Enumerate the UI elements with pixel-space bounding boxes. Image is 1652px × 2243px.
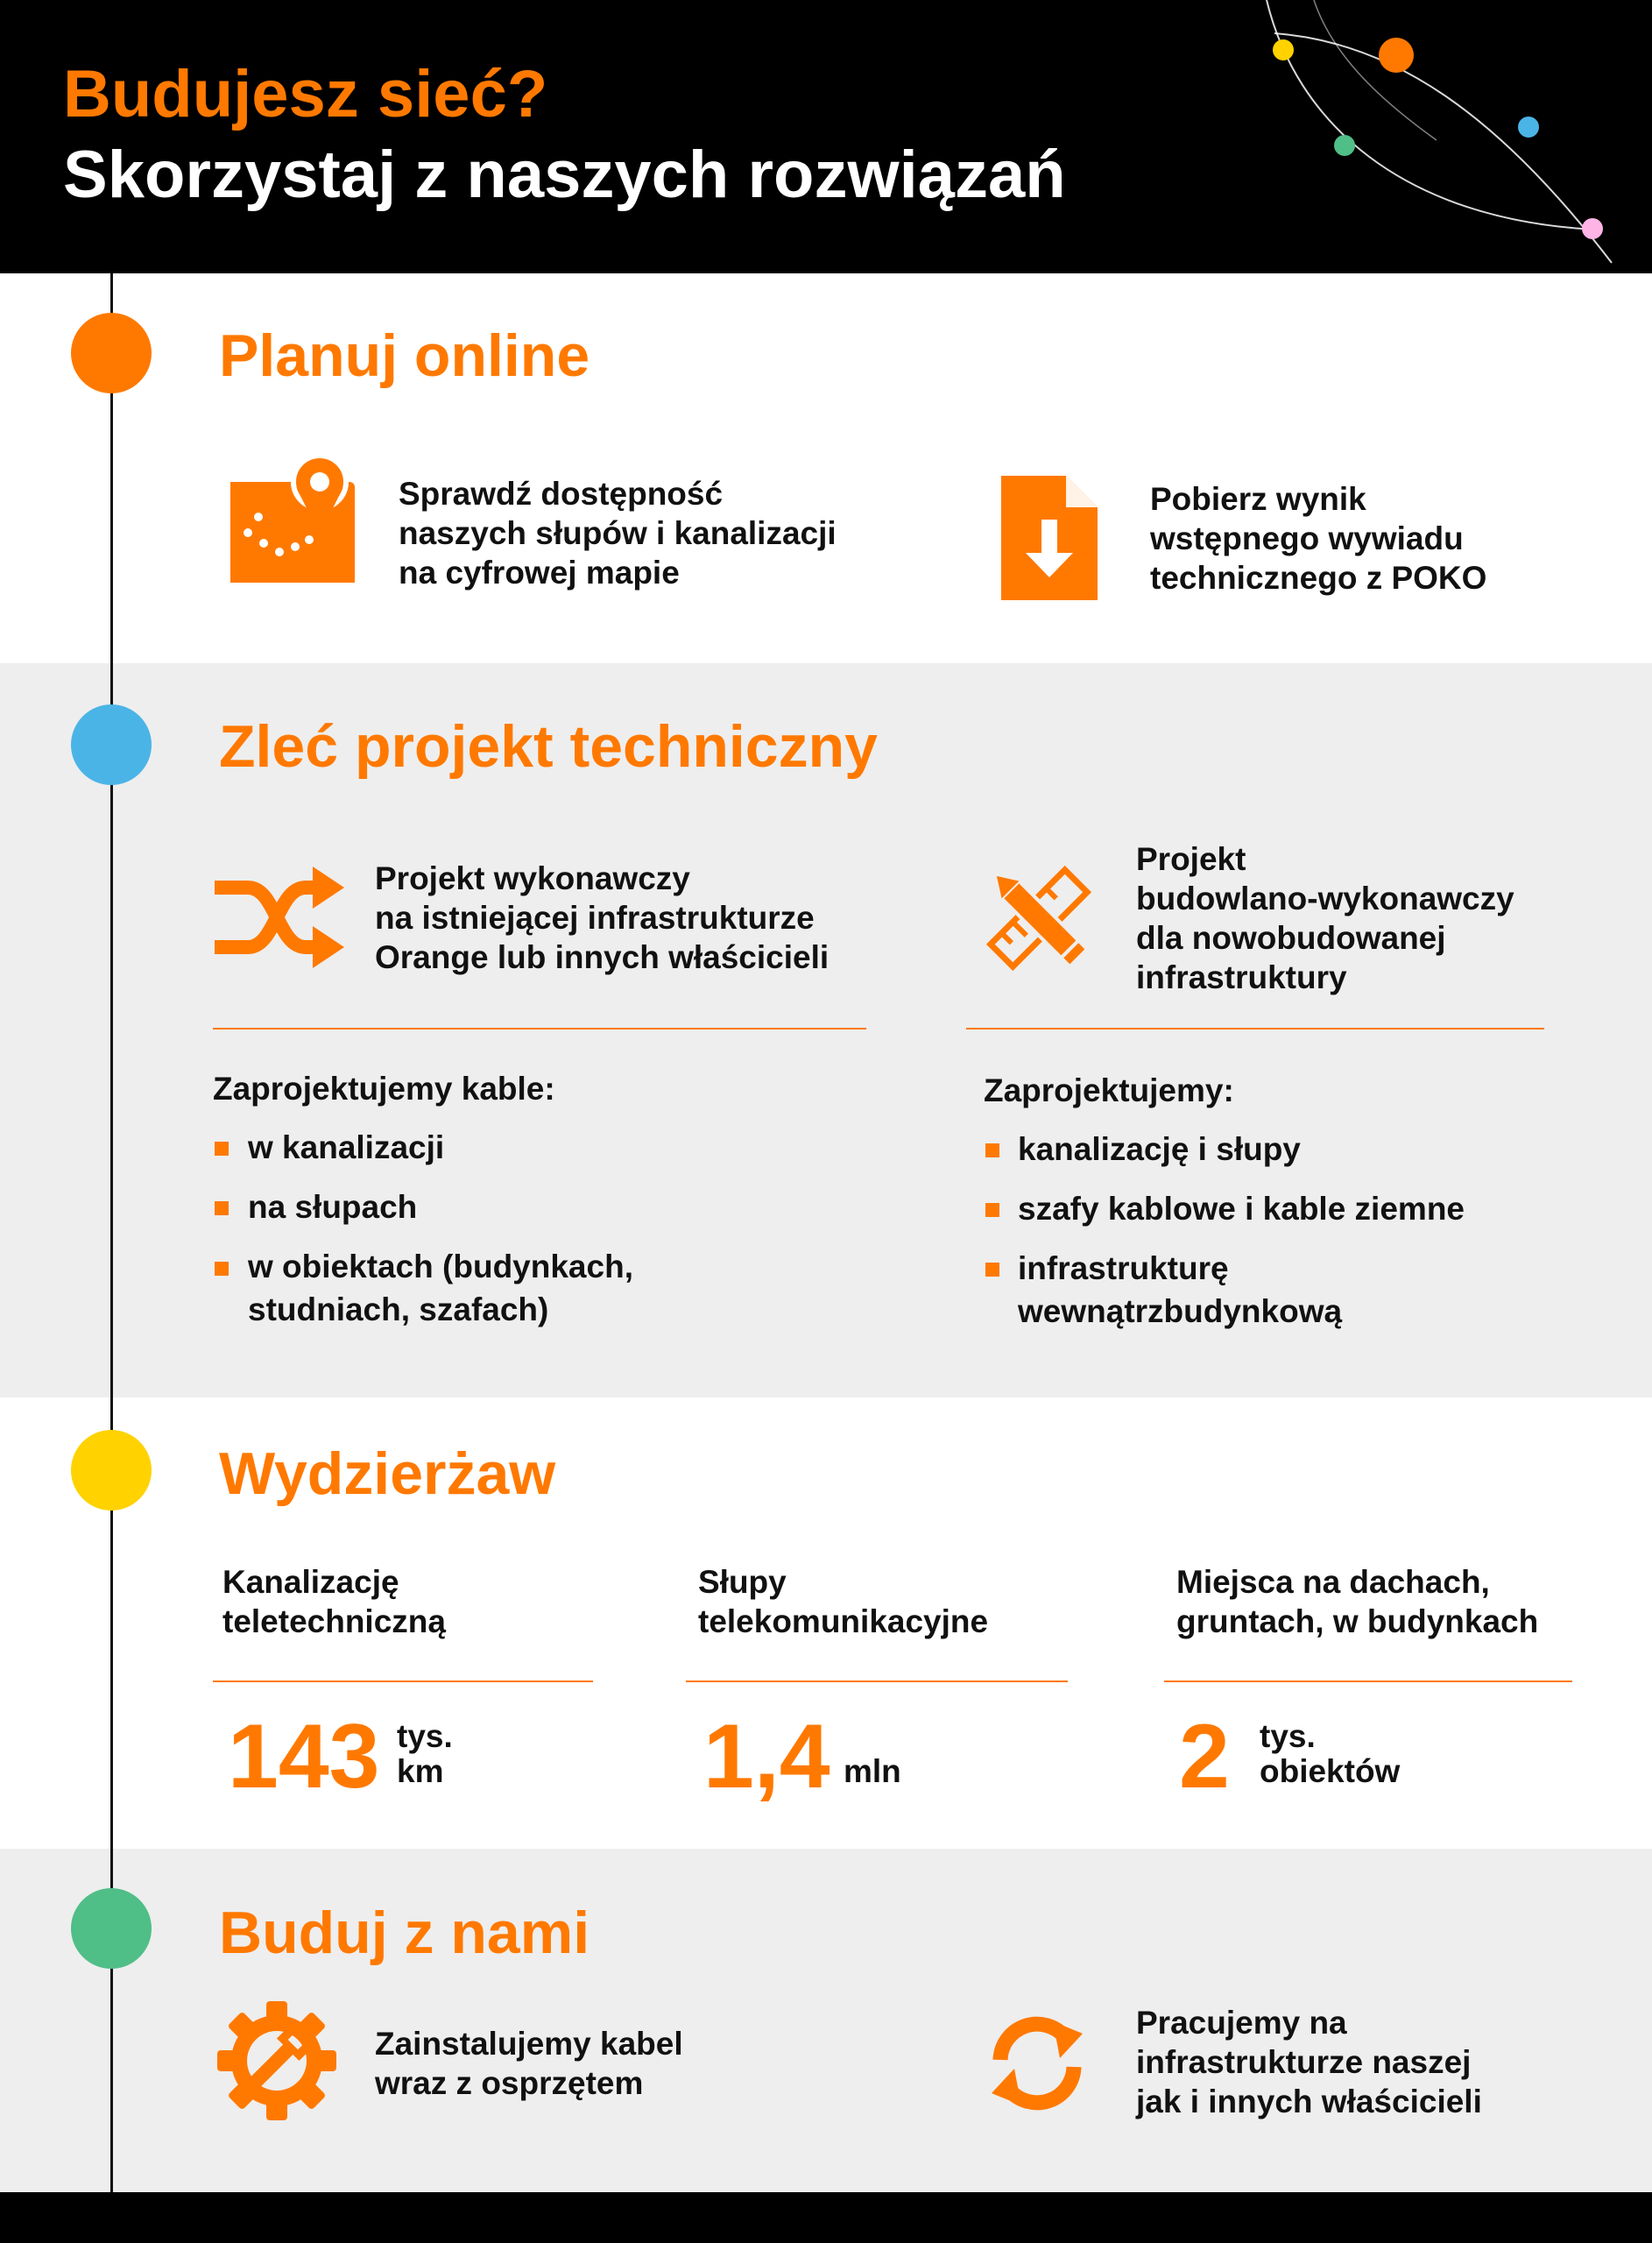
stat-label-poles [698,1562,1110,1641]
pencil-ruler-icon [979,859,1098,978]
stat-label-sites [1176,1562,1632,1641]
stat-label-line: gruntach, w budynkach [1176,1603,1539,1639]
deco-dot [1334,135,1355,156]
build-item-infra-line: Pracujemy na [1136,2005,1347,2041]
header-title-line1: Budujesz sieć? [63,57,548,131]
timeline-dot-plan [71,313,152,393]
stat-unit-line: km [397,1753,444,1789]
project-left-list-heading: Zaprojektujemy kable: [213,1071,555,1107]
divider-project-left [213,1028,866,1030]
plan-item-poko-line: wstępnego wywiadu [1150,520,1464,556]
list-item: w obiektach (budynkach, [248,1249,633,1284]
stat-label-line: teletechniczną [222,1603,446,1639]
project-right-line: budowlano-wykonawczy [1136,881,1514,916]
section-title-project: Zleć projekt techniczny [219,713,878,780]
map-pin-icon [223,456,357,585]
project-right-line: infrastruktury [1136,959,1347,995]
section-title-build: Buduj z nami [219,1900,590,1966]
list-item: na słupach [248,1189,418,1225]
project-left-line: na istniejącej infrastrukturze [375,900,815,936]
section-title-plan: Planuj online [219,322,590,389]
plan-item-poko-line: Pobierz wynik [1150,481,1366,517]
project-right-line: dla nowobudowanej [1136,920,1446,956]
header [0,0,1652,273]
build-item-infra-line: infrastrukturze naszej [1136,2044,1472,2080]
list-item: infrastrukturę [1018,1250,1229,1286]
stat-unit-line: tys. [1260,1718,1316,1754]
plan-item-map-line: naszych słupów i kanalizacji [399,515,837,551]
build-item-infra-line: jak i innych właścicieli [1136,2084,1482,2119]
build-item-cable-line: wraz z osprzętem [375,2065,644,2101]
divider-stat [213,1680,593,1682]
stat-label-line: Słupy [698,1564,787,1600]
build-item-infrastructure [1136,2003,1627,2121]
timeline-dot-build [71,1888,152,1969]
stat-unit-line: obiektów [1260,1753,1401,1789]
stat-unit-poles [844,1754,901,1789]
timeline-dot-lease [71,1430,152,1511]
plan-item-poko [1150,479,1606,598]
deco-dot [1379,38,1414,73]
stat-label-ducts [222,1562,634,1641]
stat-value-ducts: 143 [228,1706,380,1808]
header-title-line2: Skorzystaj z naszych rozwiązań [63,138,1066,212]
stat-value-poles: 1,4 [703,1706,830,1808]
stat-value-sites: 2 [1179,1706,1230,1808]
project-left-desc [375,859,900,977]
plan-item-map [399,474,924,592]
document-download-icon [1001,476,1098,600]
stat-label-line: telekomunikacyjne [698,1603,989,1639]
divider-stat [686,1680,1068,1682]
list-item: w kanalizacji [248,1129,445,1165]
deco-dot [1273,39,1294,60]
deco-dot [1518,117,1539,138]
list-item: szafy kablowe i kable ziemne [1018,1191,1465,1227]
refresh-icon [988,2013,1086,2114]
deco-dot [1582,218,1603,239]
stat-label-line: Miejsca na dachach, [1176,1564,1490,1600]
shuffle-arrows-icon [215,863,344,972]
orbit-decoration-icon [1226,0,1652,273]
list-item-continuation: wewnątrzbudynkową [1018,1293,1343,1329]
bullet-icon [215,1262,229,1276]
bullet-icon [985,1263,999,1277]
plan-item-poko-line: technicznego z POKO [1150,560,1487,596]
list-item: kanalizację i słupy [1018,1131,1301,1167]
project-right-line: Projekt [1136,841,1246,877]
build-item-cable [375,2024,865,2103]
bullet-icon [215,1201,229,1215]
stat-label-line: Kanalizację [222,1564,399,1600]
list-item-continuation: studniach, szafach) [248,1291,549,1327]
gear-wrench-icon [217,2001,336,2120]
project-left-line: Orange lub innych właścicieli [375,939,830,975]
project-left-line: Projekt wykonawczy [375,860,690,896]
stat-unit-line: mln [844,1753,901,1789]
divider-project-right [966,1028,1544,1030]
timeline-dot-project [71,704,152,785]
project-right-desc [1136,839,1627,997]
stat-unit-sites [1260,1719,1400,1789]
section-title-lease: Wydzierżaw [219,1440,556,1507]
stat-unit-line: tys. [397,1718,453,1754]
project-right-list-heading: Zaprojektujemy: [984,1072,1234,1108]
plan-item-map-line: Sprawdź dostępność [399,476,724,512]
build-item-cable-line: Zainstalujemy kabel [375,2026,683,2062]
bullet-icon [215,1142,229,1156]
bullet-icon [985,1143,999,1157]
divider-stat [1164,1680,1572,1682]
bullet-icon [985,1203,999,1217]
footer-bar [0,2192,1652,2243]
plan-item-map-line: na cyfrowej mapie [399,555,680,591]
stat-unit-ducts [397,1719,453,1789]
